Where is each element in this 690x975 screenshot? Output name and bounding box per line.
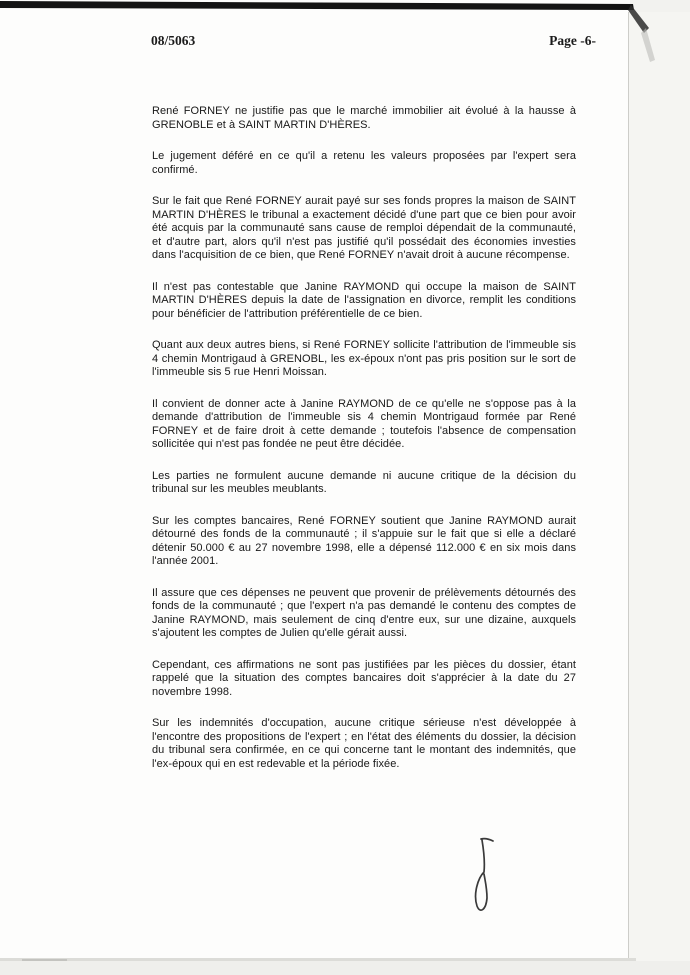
paragraph: Cependant, ces affirmations ne sont pas justifiées par les pièces du dossier, étant rappelé que la situation des comptes bancaires doit s'apprécier à la date du 27 novembre 1998. [152,658,576,698]
page-header [151,33,596,49]
paragraph: René FORNEY ne justifie pas que le marché immobilier ait évolué à la hausse à GRENOBLE et à SAINT MARTIN D'HÈRES. [152,105,576,131]
paragraph: Il assure que ces dépenses ne peuvent que provenir de prélèvements détournés des fonds de la communauté ; que l'expert n'a pas demandé le contenu des comptes de Janine RAYMOND, mais seulement de cinq d'entre eux, sur une dizaine, auxquels s'ajoutent les comptes de Julien qu'elle gérait aussi. [152,586,576,639]
paragraph: Sur les indemnités d'occupation, aucune critique sérieuse n'est développée à l'encontre des propositions de l'expert ; en l'état des éléments du dossier, la décision du tribunal sera confirmée, en ce qui concerne tant le montant des indemnités, que l'ex-époux qui en est redevable et la période fixée. [152,717,576,770]
judgment-text [152,105,576,789]
scan-outside-area [628,12,690,975]
paragraph: Il convient de donner acte à Janine RAYMOND de ce qu'elle ne s'oppose pas à la demande d'attribution de l'immeuble sis 4 chemin Montrigaud formée par René FORNEY et de faire droit à cette demande ; toutefois l'absence de compensation sollicitée qui n'est pas fondée ne peut être décidée. [152,397,576,450]
paragraph: Les parties ne formulent aucune demande ni aucune critique de la décision du tribunal sur les meubles meublants. [152,469,576,495]
case-reference: 08/5063 [151,33,196,48]
paragraph: Il n'est pas contestable que Janine RAYMOND qui occupe la maison de SAINT MARTIN D'HÈRES depuis la date de l'assignation en divorce, remplit les conditions pour bénéficier de l'attribution préférentielle de ce bien. [152,280,576,320]
paragraph: Quant aux deux autres biens, si René FORNEY sollicite l'attribution de l'immeuble sis 4 chemin Montrigaud à GRENOBL, les ex-époux n'ont pas pris position sur le sort de l'immeuble sis 5 rue Henri Moissan. [152,339,576,378]
paragraph: Sur les comptes bancaires, René FORNEY soutient que Janine RAYMOND aurait détourné des fonds de la communauté ; il s'appuie sur le fait que si elle a déclaré détenir 50.000 € au 27 novembre 1998, elle a dépensé 112.000 € en six mois dans l'année 2001. [152,514,576,567]
page-number: Page -6- [549,33,596,48]
paragraph: Sur le fait que René FORNEY aurait payé sur ses fonds propres la maison de SAINT MARTIN D'HÈRES le tribunal a exactement décidé d'une part que ce bien pour avoir été acquis par la communauté sans cause de remploi dépendait de la communauté, et d'autre part, alors qu'il n'est pas justifié qu'il possédait des économies investies dans l'acquisition de ce bien, que René FORNEY n'avait droit à aucune récompense. [152,195,576,261]
paragraph: Le jugement déféré en ce qu'il a retenu les valeurs proposées par l'expert sera confirmé. [152,150,576,176]
